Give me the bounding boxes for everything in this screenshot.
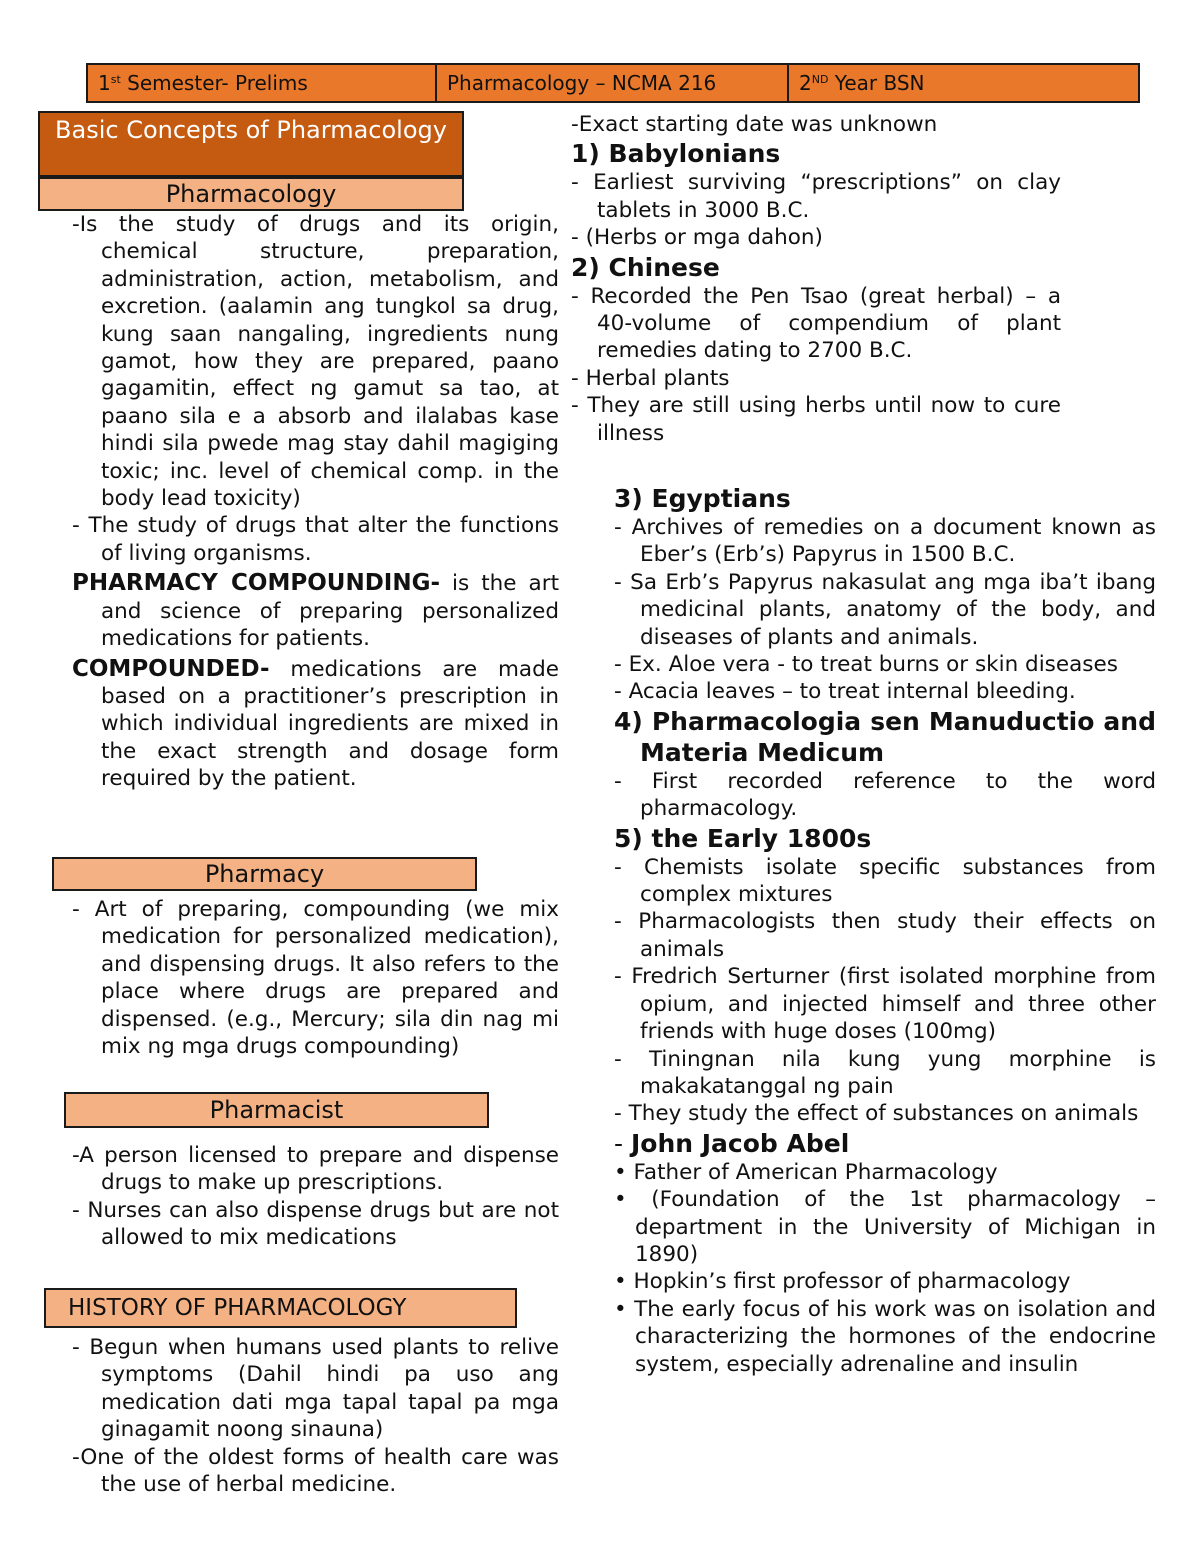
semester-suffix: st: [110, 73, 121, 86]
section-title: Basic Concepts of Pharmacology: [38, 111, 464, 177]
egyptians-item-1: - Archives of remedies on a document known as Eber’s (Erb’s) Papyrus in 1500 B.C.: [614, 515, 1156, 568]
compounded-def: [72, 656, 559, 793]
history-p2: -One of the oldest forms of health care was the use of herbal medicine.: [72, 1444, 559, 1498]
pharmacy-definition: [72, 896, 559, 1060]
heading-babylonians: 1) Babylonians: [571, 139, 781, 169]
history-text: [72, 1334, 559, 1498]
semester-number: 1: [98, 71, 111, 95]
year-number: 2: [799, 71, 812, 95]
pharmacist-def-1: -A person licensed to prepare and dispense drugs to make up prescriptions.: [72, 1143, 559, 1196]
history-eras-2: [614, 483, 1156, 1378]
history-eras-1: [571, 111, 1061, 447]
abel-name: John Jacob Abel: [630, 1128, 850, 1158]
egyptians-item-4: - Acacia leaves – to treat internal bleeding.: [614, 679, 1076, 705]
egyptians-item-2: - Sa Erb’s Papyrus nakasulat ang mga iba’t ibang medicinal plants, anatomy of the body, and diseases of plants and animals.: [614, 569, 1156, 650]
pharmacology-definitions: [72, 211, 559, 793]
pharmacology-def-1: -Is the study of drugs and its origin, chemical structure, preparation, administration, action, metabolism, and excretion. (aalamin ang tungkol sa drug, kung saan nangaling, ingredients nung gamot, how they are prepared, paano gagamitin, effect ng gamut sa tao, at paano sila e a absorb and ilalabas kase hindi sila pwede mag stay dahil magiging toxic; inc. level of chemical comp. in the body lead toxicity): [72, 212, 559, 512]
early-1800s-item-5: - They study the effect of substances on animals: [614, 1101, 1139, 1127]
heading-john-jacob-abel: [614, 1128, 1156, 1159]
chinese-item-2: - Herbal plants: [571, 365, 730, 391]
label-pharmacology: Pharmacology: [38, 177, 464, 211]
header-course: Pharmacology – NCMA 216: [437, 63, 789, 103]
header-year: [789, 63, 1140, 103]
label-history: HISTORY OF PHARMACOLOGY: [44, 1288, 517, 1328]
header-semester: [86, 63, 437, 103]
intro-line: -Exact starting date was unknown: [571, 112, 938, 137]
pharmacy-def: - Art of preparing, compounding (we mix medication for personalized medication), and dispensing drugs. It also refers to the place where drugs are prepared and dispensed. (e.g., Mercury; sila din nag mi mix ng mga drugs compounding): [72, 897, 559, 1060]
heading-egyptians: 3) Egyptians: [614, 484, 791, 513]
term-pharmacy-compounding: PHARMACY COMPOUNDING-: [72, 570, 441, 597]
year-suffix: ND: [811, 73, 829, 86]
early-1800s-item-2: - Pharmacologists then study their effects on animals: [614, 909, 1156, 962]
year-text: Year BSN: [828, 71, 925, 95]
chinese-item-3: - They are still using herbs until now to cure illness: [571, 393, 1061, 446]
chinese-item-1: - Recorded the Pen Tsao (great herbal) – a 40-volume of compendium of plant remedies dating to 2700 B.C.: [571, 283, 1061, 364]
pharmacist-definition: [72, 1142, 559, 1252]
semester-text: Semester- Prelims: [120, 71, 308, 95]
label-pharmacy: Pharmacy: [52, 857, 477, 891]
egyptians-item-3: - Ex. Aloe vera - to treat burns or skin diseases: [614, 652, 1118, 678]
compounded-text: medications are made based on a practitioner’s prescription in which individual ingredients are mixed in the exact strength and dosage form required by the patient.: [101, 656, 559, 792]
abel-item-1: • Father of American Pharmacology: [614, 1159, 998, 1185]
early-1800s-item-1: - Chemists isolate specific substances from complex mixtures: [614, 854, 1156, 908]
abel-item-3: • Hopkin’s first professor of pharmacology: [614, 1269, 1071, 1295]
pharmacology-def-2: - The study of drugs that alter the functions of living organisms.: [72, 513, 559, 566]
pharmacy-compounding-def: [72, 570, 559, 652]
term-compounded: COMPOUNDED-: [72, 655, 270, 682]
pharmacy-compounding-text: is the art and science of preparing personalized medications for patients.: [101, 571, 559, 652]
abel-item-2: • (Foundation of the 1st pharmacology – department in the University of Michigan in 1890): [614, 1187, 1156, 1267]
abel-item-4: • The early focus of his work was on isolation and characterizing the hormones of the endocrine system, especially adrenaline and insulin: [614, 1296, 1156, 1377]
heading-early-1800s: 5) the Early 1800s: [614, 823, 872, 853]
heading-pharmacologia: 4) Pharmacologia sen Manuductio and Materia Medicum: [614, 706, 1156, 767]
babylonians-item-2: - (Herbs or mga dahon): [571, 225, 823, 251]
heading-chinese: 2) Chinese: [571, 252, 720, 282]
early-1800s-item-4: - Tiningnan nila kung yung morphine is makakatanggal ng pain: [614, 1046, 1156, 1099]
early-1800s-item-3: - Fredrich Serturner (first isolated morphine from opium, and injected himself and three other friends with huge doses (100mg): [614, 964, 1156, 1045]
header-table: [86, 63, 1140, 103]
babylonians-item-1: - Earliest surviving “prescriptions” on clay tablets in 3000 B.C.: [571, 170, 1061, 223]
abel-dash: -: [614, 1128, 631, 1158]
pharmacist-def-2: - Nurses can also dispense drugs but are not allowed to mix medications: [72, 1197, 559, 1251]
label-pharmacist: Pharmacist: [64, 1092, 489, 1128]
history-p1: - Begun when humans used plants to relive symptoms (Dahil hindi pa uso ang medication dati mga tapal tapal pa mga ginagamit noong sinauna): [72, 1335, 559, 1443]
pharmacologia-item-1: - First recorded reference to the word pharmacology.: [614, 768, 1156, 822]
